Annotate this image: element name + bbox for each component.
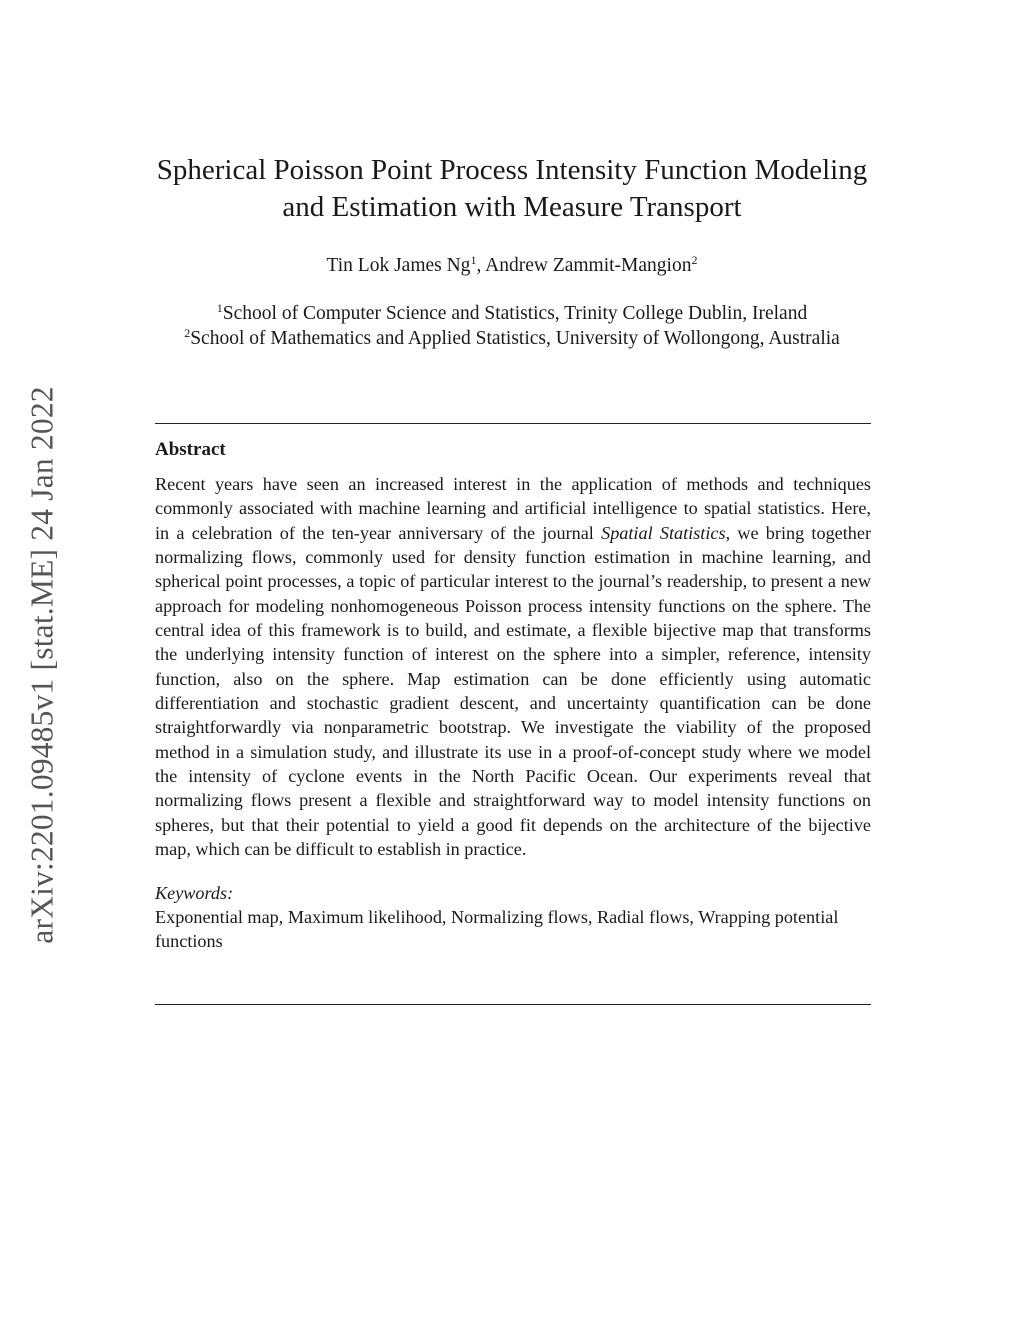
affiliation-list [130,301,894,351]
affiliation-1-text: School of Computer Science and Statistics, Trinity College Dublin, Ireland [222,303,808,324]
affiliation-1 [130,301,894,326]
abstract-text-part-1: Recent years have seen an increased interest in the application of methods and techniques commonly associated with machine learning and artificial intelligence to spatial statistics. Here, in a celebration of the ten-year anniversary of the journal [155,474,871,543]
journal-name: Spatial Statistics [601,522,726,543]
author-2-affiliation-mark: 2 [691,253,698,267]
affiliation-2 [130,326,894,351]
keywords-label: Keywords: [155,882,234,903]
arxiv-identifier: arXiv:2201.09485v1 [stat.ME] 24 Jan 2022 [25,386,60,944]
arxiv-side-stamp [18,345,68,985]
abstract-top-rule [155,423,871,424]
abstract-bottom-rule [155,1004,871,1005]
paper-title [130,152,894,226]
abstract-text-part-2: , we bring together normalizing flows, commonly used for density function estimation in machine learning, and spherical point processes, a topic of particular interest to the journal’s readership, to present a new approach for modeling nonhomogeneous Poisson process intensity functions on the sphere. The central idea of this framework is to build, and estimate, a flexible bijective map that transforms the underlying intensity function of interest on the sphere into a simpler, reference, intensity function, also on the sphere. Map estimation can be done efficiently using automatic differentiation and stochastic gradient descent, and uncertainty quantification can be done straightforwardly via nonparametric bootstrap. We investigate the viability of the proposed method in a simulation study, and illustrate its use in a proof-of-concept study where we model the intensity of cyclone events in the North Pacific Ocean. Our experiments reveal that normalizing flows present a flexible and straightforward way to model intensity functions on spheres, but that their potential to yield a good fit depends on the architecture of the bijective map, which can be difficult to establish in practice. [155,522,872,860]
title-line-1: Spherical Poisson Point Process Intensity Function Modeling [156,154,868,186]
abstract-section [155,438,871,953]
author-1-name: Tin Lok James Ng [326,255,471,276]
abstract-body [155,472,871,862]
author-2-name: Andrew Zammit-Mangion [485,255,692,276]
affiliation-2-text: School of Mathematics and Applied Statistics, University of Wollongong, Australia [190,328,840,349]
title-line-2: and Estimation with Measure Transport [282,191,742,223]
abstract-heading: Abstract [155,439,226,460]
keywords-list: Exponential map, Maximum likelihood, Normalizing flows, Radial flows, Wrapping potential functions [155,906,839,951]
affiliation-1-mark: 1 [216,301,223,315]
author-1-affiliation-mark: 1 [470,253,477,267]
affiliation-2-mark: 2 [184,326,191,340]
author-list [130,254,894,278]
author-separator: , [476,255,486,276]
